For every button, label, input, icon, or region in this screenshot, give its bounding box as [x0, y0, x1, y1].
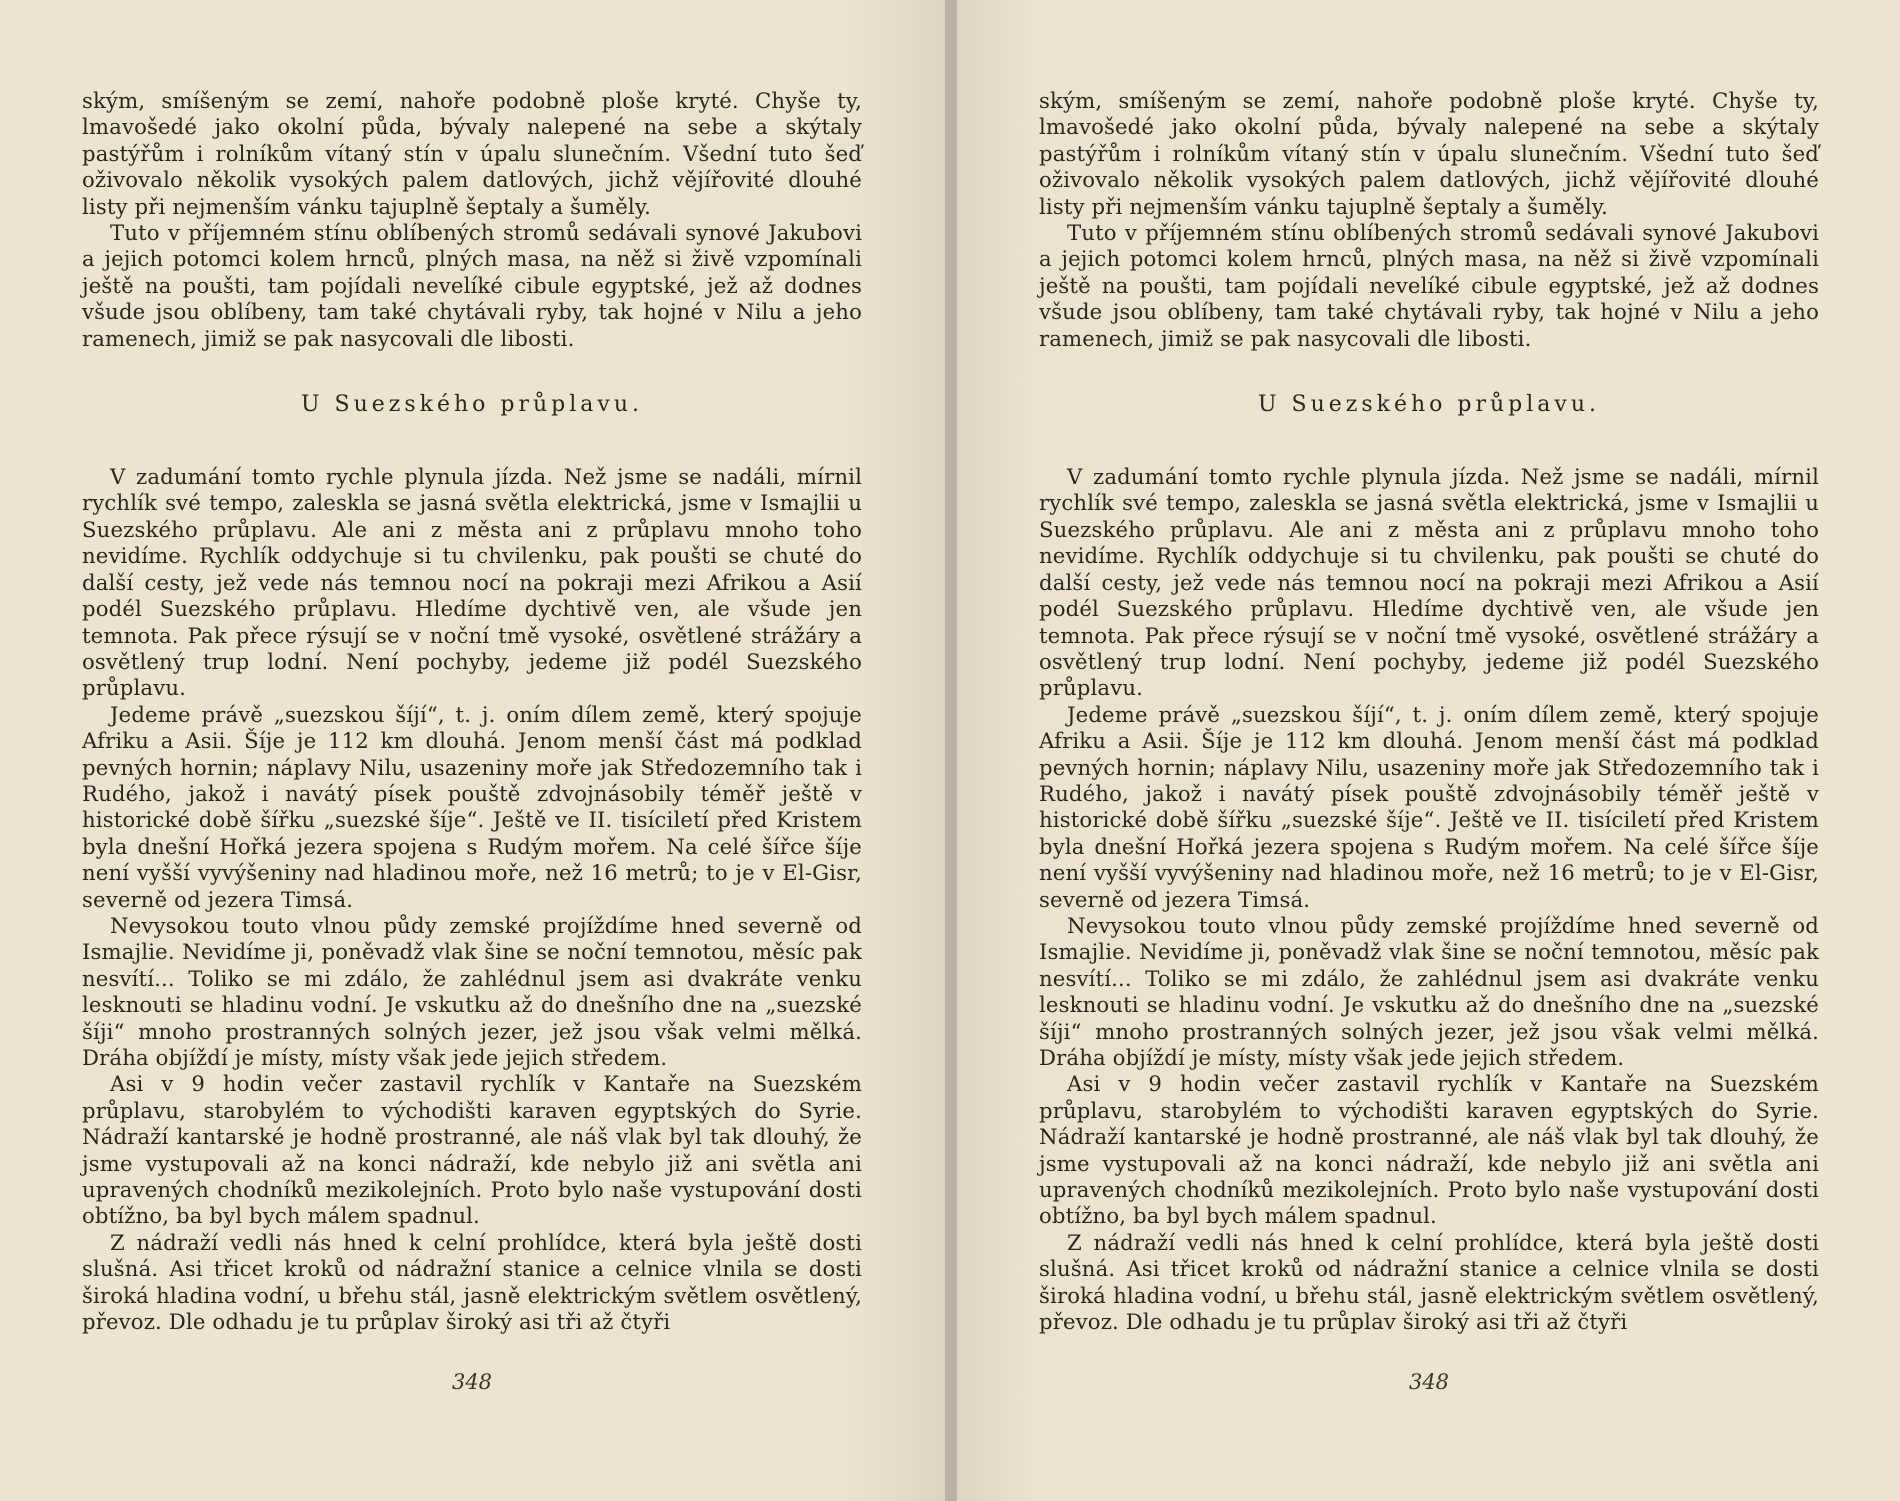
paragraph: V zadumání tomto rychle plynula jízda. Než jsme se nadáli, mírnil rychlík své tempo, zaleskla se jasná světla elektrická, jsme v Ismajlii u Suezského průplavu. Ale ani z města ani z průplavu mnoho toho nevidíme. Rychlík oddychuje si tu chvilenku, pak poušti se chuté do další cesty, jež vede nás temnou nocí na pokraji mezi Afrikou a Asií podél Suezského průplavu. Hledíme dychtivě ven, ale všude jen temnota. Pak přece rýsují se v noční tmě vysoké, osvětlené strážáry a osvětlený trup lodní. Není pochyby, jedeme již podél Suezského průplavu.	[82, 464, 862, 701]
paragraph: Asi v 9 hodin večer zastavil rychlík v Kantaře na Suezském průplavu, starobylém to východišti karaven egyptských do Syrie. Nádraží kantarské je hodně prostranné, ale náš vlak byl tak dlouhý, že jsme vystupovali až na konci nádraží, kde nebylo již ani světla ani upravených chodníků mezikolejních. Proto bylo naše vystupování dosti obtížno, ba byl bych málem spadnul.	[1039, 1071, 1819, 1229]
text-block	[82, 88, 862, 1335]
page-right	[957, 0, 1900, 1501]
text-block	[1039, 88, 1819, 1335]
page-left	[0, 0, 945, 1501]
paragraph: Nevysokou touto vlnou půdy zemské projíždíme hned severně od Ismajlie. Nevidíme ji, poněvadž vlak šine se noční temnotou, měsíc pak nesvítí... Toliko se mi zdálo, že zahlédnul jsem asi dvakráte venku lesknouti se hladinu vodní. Je vskutku až do dnešního dne na „suezské šíji“ mnoho prostranných solných jezer, jež jsou však velmi mělká. Dráha objíždí je místy, místy však jede jejich středem.	[1039, 912, 1819, 1070]
page-number: 348	[1408, 1370, 1450, 1394]
paragraph: Tuto v příjemném stínu oblíbených stromů sedávali synové Jakubovi a jejich potomci kolem hrnců, plných masa, na něž si živě vzpomínali ještě na poušti, tam pojídali nevelíké cibule egyptské, jež až dodnes všude jsou oblíbeny, tam také chytávali ryby, tak hojné v Nilu a jeho ramenech, jimiž se pak nasycovali dle libosti.	[1039, 220, 1819, 351]
paragraph: Nevysokou touto vlnou půdy zemské projíždíme hned severně od Ismajlie. Nevidíme ji, poněvadž vlak šine se noční temnotou, měsíc pak nesvítí... Toliko se mi zdálo, že zahlédnul jsem asi dvakráte venku lesknouti se hladinu vodní. Je vskutku až do dnešního dne na „suezské šíji“ mnoho prostranných solných jezer, jež jsou však velmi mělká. Dráha objíždí je místy, místy však jede jejich středem.	[82, 912, 862, 1070]
page-number: 348	[451, 1370, 493, 1394]
paragraph: Jedeme právě „suezskou šíjí“, t. j. oním dílem země, který spojuje Afriku a Asii. Šíje je 112 km dlouhá. Jenom menší část má podklad pevných hornin; náplavy Nilu, usazeniny moře jak Středozemního tak i Rudého, jakož i navátý písek pouště zdvojnásobily téměř ještě v historické době šířku „suezské šíje“. Ještě ve II. tisíciletí před Kristem byla dnešní Hořká jezera spojena s Rudým mořem. Na celé šířce šíje není vyšší vyvýšeniny nad hladinou moře, než 16 metrů; to je v El-Gisr, severně od jezera Timsá.	[82, 701, 862, 912]
paragraph: Z nádraží vedli nás hned k celní prohlídce, která byla ještě dosti slušná. Asi třicet kroků od nádražní stanice a celnice vlnila se dosti široká hladina vodní, u břehu stál, jasně elektrickým světlem osvětlený, převoz. Dle odhadu je tu průplav široký asi tři až čtyři	[1039, 1229, 1819, 1335]
paragraph: ským, smíšeným se zemí, nahoře podobně ploše kryté. Chyše ty, lmavošedé jako okolní půda, bývaly nalepené na sebe a skýtaly pastýřům i rolníkům vítaný stín v úpalu slunečním. Všední tuto šeď oživovalo několik vysokých palem datlových, jichž vějířovité dlouhé listy při nejmenším vánku tajuplně šeptaly a šuměly.	[82, 88, 862, 219]
paragraph: Tuto v příjemném stínu oblíbených stromů sedávali synové Jakubovi a jejich potomci kolem hrnců, plných masa, na něž si živě vzpomínali ještě na poušti, tam pojídali nevelíké cibule egyptské, jež až dodnes všude jsou oblíbeny, tam také chytávali ryby, tak hojné v Nilu a jeho ramenech, jimiž se pak nasycovali dle libosti.	[82, 220, 862, 351]
section-heading: U Suezského průplavu.	[1257, 392, 1601, 418]
paragraph: ským, smíšeným se zemí, nahoře podobně ploše kryté. Chyše ty, lmavošedé jako okolní půda, bývaly nalepené na sebe a skýtaly pastýřům i rolníkům vítaný stín v úpalu slunečním. Všední tuto šeď oživovalo několik vysokých palem datlových, jichž vějířovité dlouhé listy při nejmenším vánku tajuplně šeptaly a šuměly.	[1039, 88, 1819, 219]
section-heading: U Suezského průplavu.	[300, 392, 644, 418]
paragraph: V zadumání tomto rychle plynula jízda. Než jsme se nadáli, mírnil rychlík své tempo, zaleskla se jasná světla elektrická, jsme v Ismajlii u Suezského průplavu. Ale ani z města ani z průplavu mnoho toho nevidíme. Rychlík oddychuje si tu chvilenku, pak poušti se chuté do další cesty, jež vede nás temnou nocí na pokraji mezi Afrikou a Asií podél Suezského průplavu. Hledíme dychtivě ven, ale všude jen temnota. Pak přece rýsují se v noční tmě vysoké, osvětlené strážáry a osvětlený trup lodní. Není pochyby, jedeme již podél Suezského průplavu.	[1039, 464, 1819, 701]
book-gutter	[945, 0, 957, 1501]
paragraph: Asi v 9 hodin večer zastavil rychlík v Kantaře na Suezském průplavu, starobylém to východišti karaven egyptských do Syrie. Nádraží kantarské je hodně prostranné, ale náš vlak byl tak dlouhý, že jsme vystupovali až na konci nádraží, kde nebylo již ani světla ani upravených chodníků mezikolejních. Proto bylo naše vystupování dosti obtížno, ba byl bych málem spadnul.	[82, 1071, 862, 1229]
paragraph: Z nádraží vedli nás hned k celní prohlídce, která byla ještě dosti slušná. Asi třicet kroků od nádražní stanice a celnice vlnila se dosti široká hladina vodní, u břehu stál, jasně elektrickým světlem osvětlený, převoz. Dle odhadu je tu průplav široký asi tři až čtyři	[82, 1229, 862, 1335]
paragraph: Jedeme právě „suezskou šíjí“, t. j. oním dílem země, který spojuje Afriku a Asii. Šíje je 112 km dlouhá. Jenom menší část má podklad pevných hornin; náplavy Nilu, usazeniny moře jak Středozemního tak i Rudého, jakož i navátý písek pouště zdvojnásobily téměř ještě v historické době šířku „suezské šíje“. Ještě ve II. tisíciletí před Kristem byla dnešní Hořká jezera spojena s Rudým mořem. Na celé šířce šíje není vyšší vyvýšeniny nad hladinou moře, než 16 metrů; to je v El-Gisr, severně od jezera Timsá.	[1039, 701, 1819, 912]
